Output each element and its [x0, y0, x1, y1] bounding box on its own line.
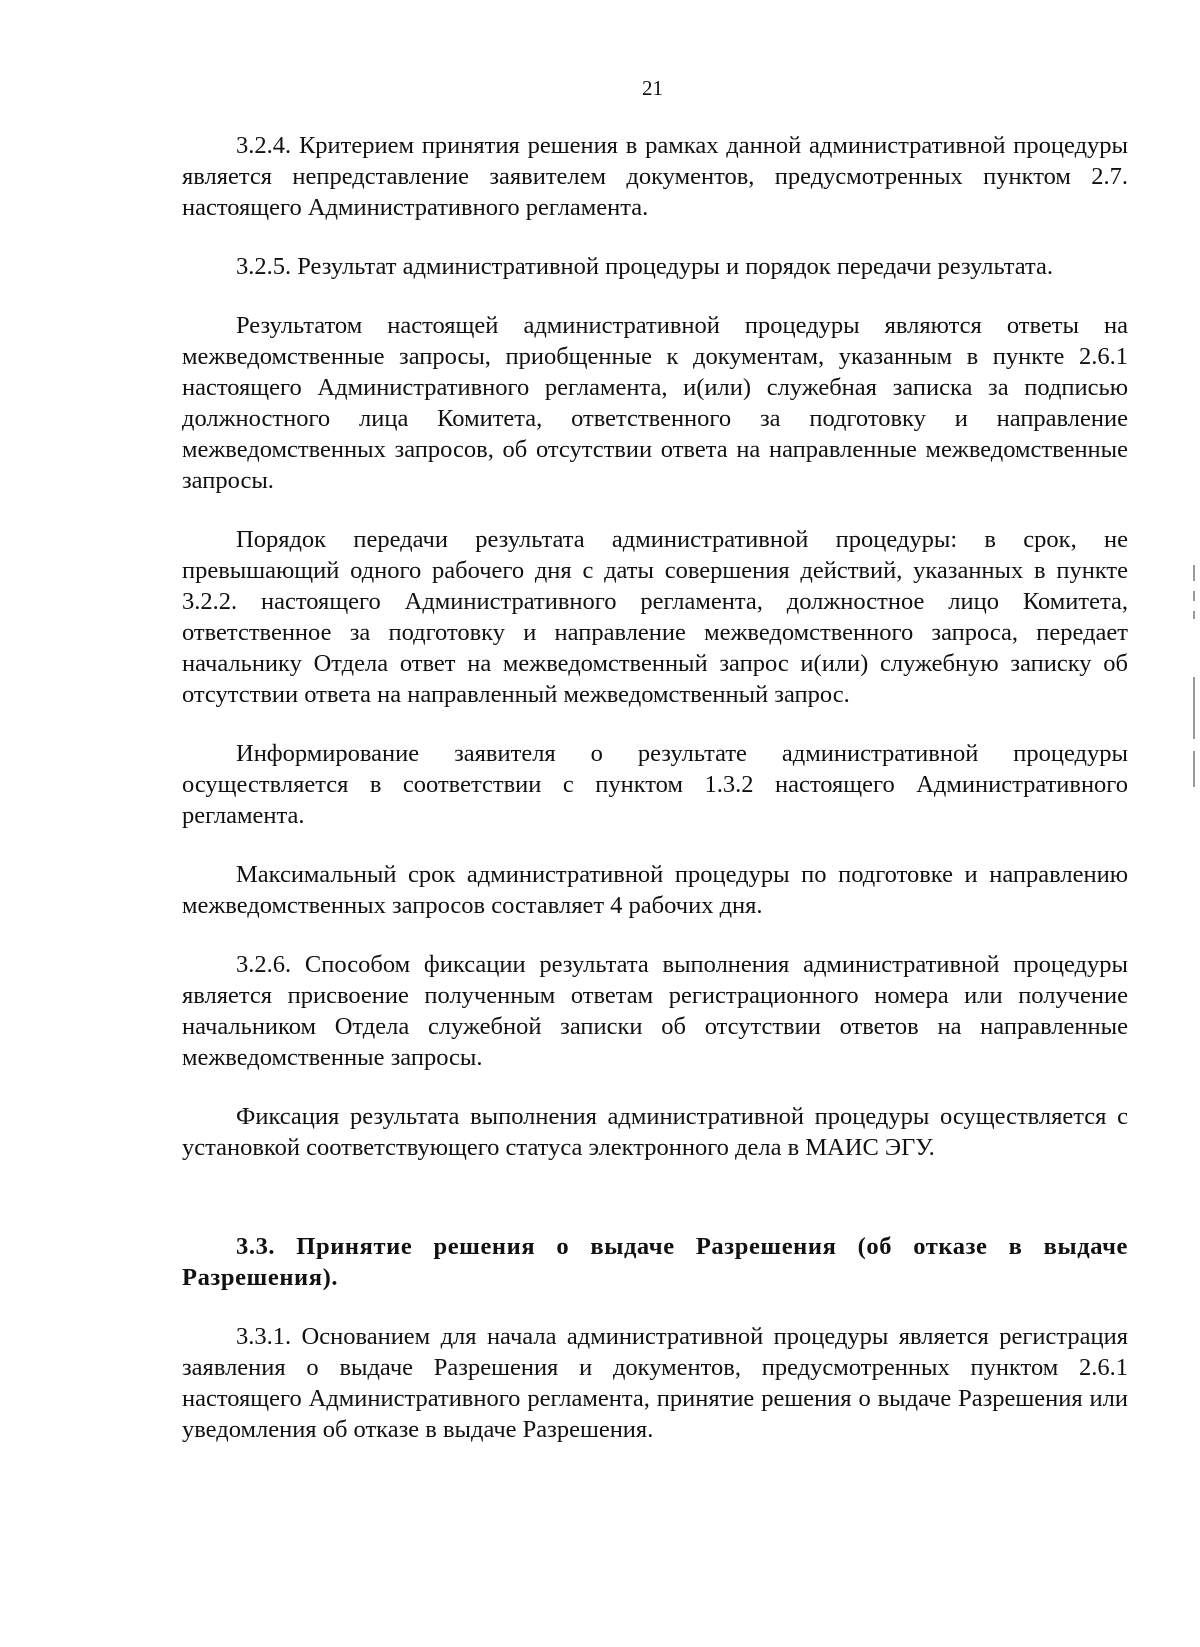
paragraph-max-term: Максимальный срок административной процедуры по подготовке и направлению межведомственных запросов составляет 4 рабочих дня.	[182, 861, 1128, 919]
scan-margin-marks	[1193, 565, 1196, 790]
paragraph-3-2-5: 3.2.5. Результат административной процедуры и порядок передачи результата.	[236, 253, 1054, 280]
section-heading-3-3: 3.3. Принятие решения о выдаче Разрешения (об отказе в выдаче Разрешения).	[182, 1233, 1128, 1291]
paragraph-3-2-4: 3.2.4. Критерием принятия решения в рамках данной административной процедуры является непредставление заявителем документов, предусмотренных пунктом 2.7. настоящего Административного регламента.	[182, 132, 1128, 221]
paragraph-transfer-order: Порядок передачи результата административной процедуры: в срок, не превышающий одного рабочего дня с даты совершения действий, указанных в пункте 3.2.2. настоящего Административного регламента, должностное лицо Комитета, ответственное за подготовку и направление межведомственного запроса, передает начальнику Отдела ответ на межведомственный запрос и(или) служебную записку об отсутствии ответа на направленный межведомственный запрос.	[182, 526, 1128, 708]
paragraph-3-2-6: 3.2.6. Способом фиксации результата выполнения административной процедуры является присвоение полученным ответам регистрационного номера или получение начальником Отдела служебной записки об отсутствии ответов на направленные межведомственные запросы.	[182, 951, 1128, 1071]
document-body	[182, 130, 1128, 1445]
paragraph-informing: Информирование заявителя о результате административной процедуры осуществляется в соответствии с пунктом 1.3.2 настоящего Административного регламента.	[182, 740, 1128, 829]
paragraph-3-3-1: 3.3.1. Основанием для начала административной процедуры является регистрация заявления о выдаче Разрешения и документов, предусмотренных пунктом 2.6.1 настоящего Административного регламента, принятие решения о выдаче Разрешения или уведомления об отказе в выдаче Разрешения.	[182, 1323, 1128, 1443]
page-number: 21	[642, 76, 663, 100]
paragraph-fixation: Фиксация результата выполнения административной процедуры осуществляется с установкой соответствующего статуса электронного дела в МАИС ЭГУ.	[182, 1103, 1128, 1161]
paragraph-result: Результатом настоящей административной процедуры являются ответы на межведомственные запросы, приобщенные к документам, указанным в пункте 2.6.1 настоящего Административного регламента, и(или) служебная записка за подписью должностного лица Комитета, ответственного за подготовку и направление межведомственных запросов, об отсутствии ответа на направленные межведомственные запросы.	[182, 312, 1128, 494]
